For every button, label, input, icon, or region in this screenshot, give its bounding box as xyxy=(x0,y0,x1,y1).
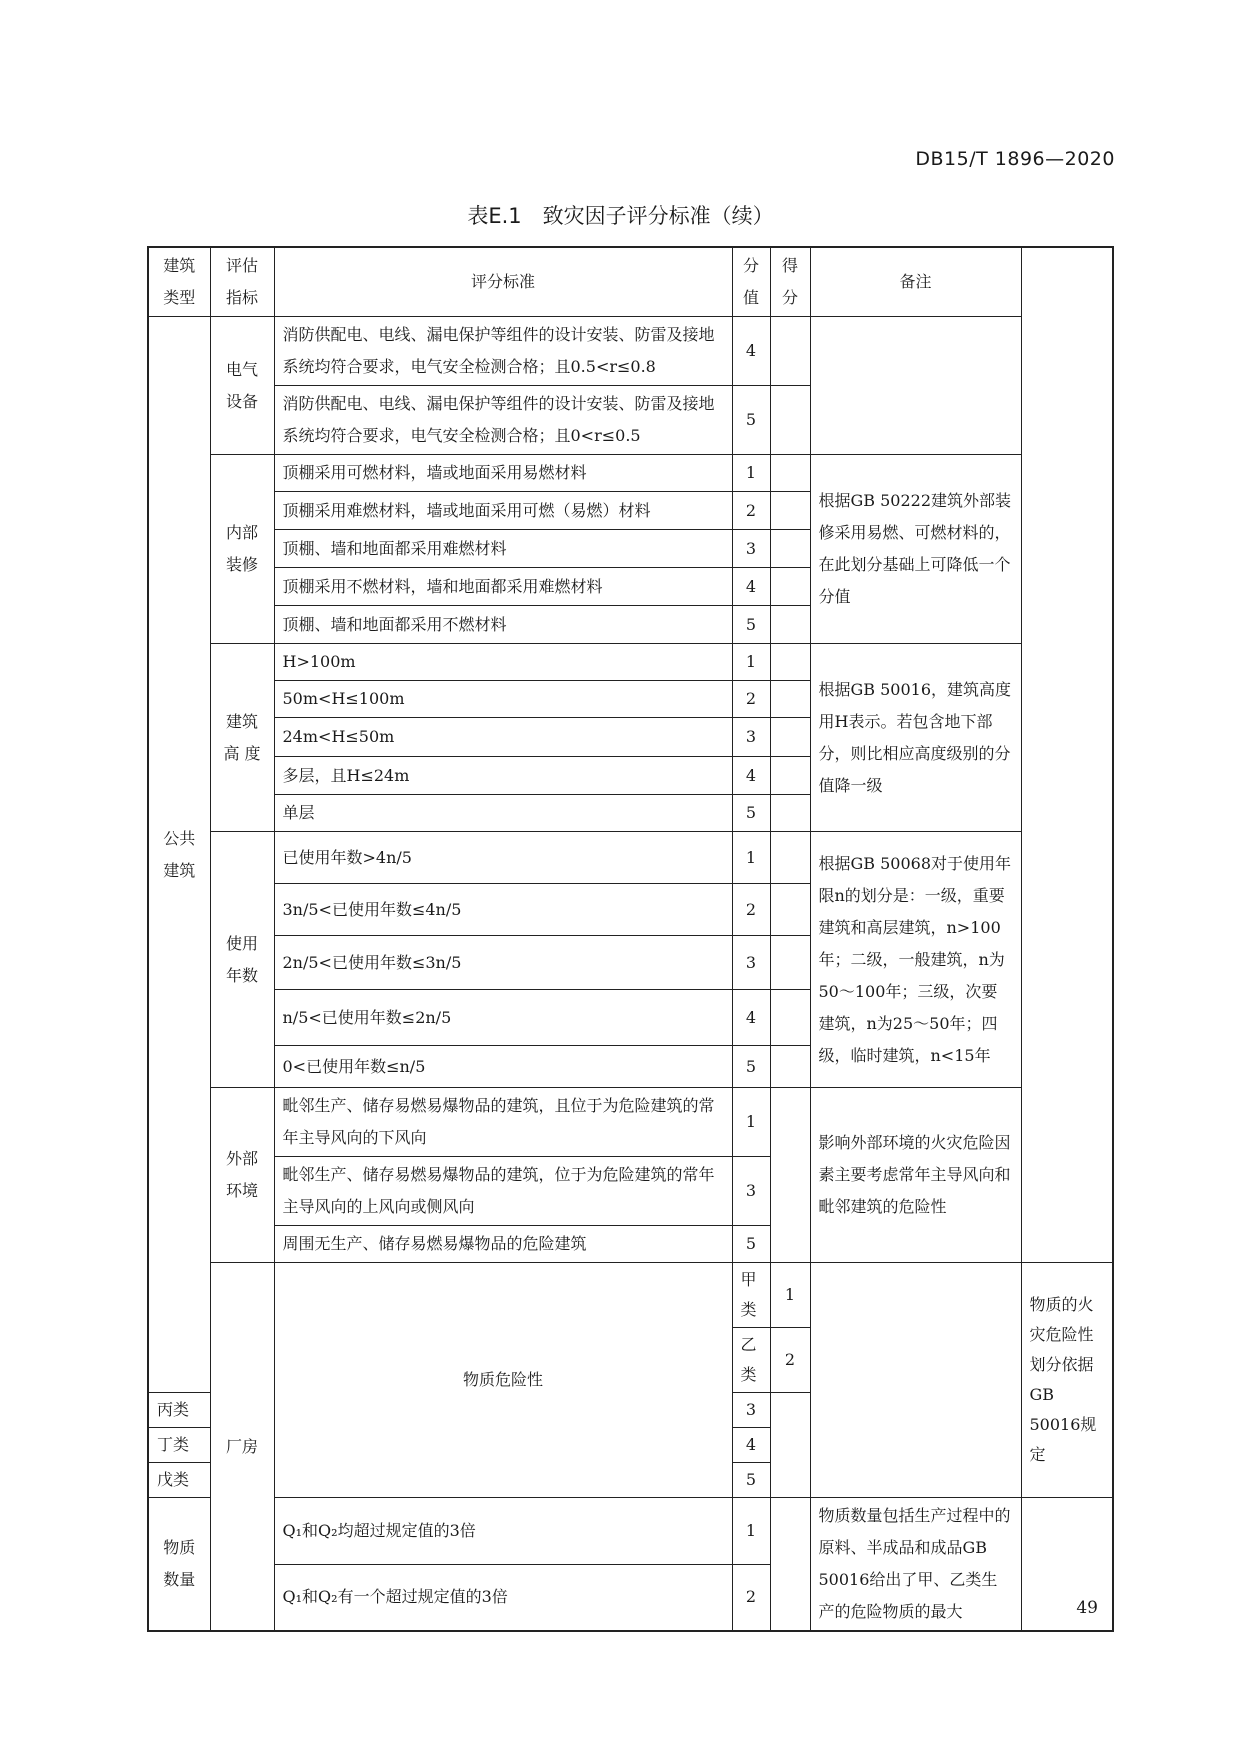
got-cell xyxy=(770,530,810,568)
table-cell: Q₁和Q₂均超过规定值的3倍 xyxy=(274,1498,732,1565)
table-cell: 顶棚采用难燃材料，墙或地面采用可燃（易燃）材料 xyxy=(274,492,732,530)
table-cell: 24m<H≤50m xyxy=(274,718,732,757)
table-cell: 多层，且H≤24m xyxy=(274,757,732,795)
table-cell: 丁类 xyxy=(148,1428,210,1463)
score-cell: 5 xyxy=(732,795,770,832)
header-score: 分值 xyxy=(732,247,770,317)
table-title: 表E.1 致灾因子评分标准（续） xyxy=(467,204,774,228)
score-cell: 1 xyxy=(732,832,770,884)
score-cell: 4 xyxy=(732,990,770,1046)
score-cell: 5 xyxy=(732,606,770,644)
score-cell: 2 xyxy=(732,884,770,936)
score-cell: 4 xyxy=(732,568,770,606)
type-factory: 厂房 xyxy=(210,1263,274,1632)
score-cell: 1 xyxy=(770,1263,810,1328)
score-cell: 5 xyxy=(732,1046,770,1088)
table-cell: 0<已使用年数≤n/5 xyxy=(274,1046,732,1088)
score-cell: 5 xyxy=(732,386,770,455)
got-cell xyxy=(770,455,810,492)
header-indicator: 评估指标 xyxy=(210,247,274,317)
table-cell: 3n/5<已使用年数≤4n/5 xyxy=(274,884,732,936)
table-cell: 单层 xyxy=(274,795,732,832)
got-cell xyxy=(770,1088,810,1263)
note-quantity: 物质数量包括生产过程中的原料、半成品和成品GB 50016给出了甲、乙类生产的危险物质的最大 xyxy=(810,1498,1021,1632)
score-cell: 1 xyxy=(732,644,770,681)
score-cell: 2 xyxy=(732,492,770,530)
header-building-type: 建筑类型 xyxy=(148,247,210,317)
got-cell xyxy=(770,606,810,644)
got-cell xyxy=(770,386,810,455)
score-cell: 5 xyxy=(732,1226,770,1263)
table-cell: 甲类 xyxy=(732,1263,770,1328)
header-standard: 评分标准 xyxy=(274,247,732,317)
score-cell: 5 xyxy=(732,1463,770,1498)
score-cell: 1 xyxy=(732,455,770,492)
header-note: 备注 xyxy=(810,247,1021,317)
score-cell: 2 xyxy=(770,1328,810,1393)
score-cell: 1 xyxy=(732,1498,770,1565)
got-cell xyxy=(810,1263,1021,1498)
got-cell xyxy=(770,757,810,795)
table-cell: 顶棚、墙和地面都采用难燃材料 xyxy=(274,530,732,568)
type-public: 公共建筑 xyxy=(148,317,210,1393)
got-cell xyxy=(770,317,810,386)
scoring-table xyxy=(147,246,1114,1632)
got-cell xyxy=(770,990,810,1046)
score-cell: 3 xyxy=(732,936,770,990)
table-cell: 50m<H≤100m xyxy=(274,681,732,718)
header-got: 得分 xyxy=(770,247,810,317)
score-cell: 3 xyxy=(732,1157,770,1226)
table-cell: 周围无生产、储存易燃易爆物品的危险建筑 xyxy=(274,1226,732,1263)
got-cell xyxy=(770,644,810,681)
got-cell xyxy=(770,1046,810,1088)
indicator-hazard: 物质危险性 xyxy=(274,1263,732,1498)
note-age: 根据GB 50068对于使用年限n的划分是：一级，重要建筑和高层建筑，n>100年；二级，一般建筑，n为50～100年；三级，次要建筑，n为25～50年；四级，临时建筑，n<15年 xyxy=(810,832,1021,1088)
got-cell xyxy=(770,718,810,757)
score-cell: 3 xyxy=(732,1393,770,1428)
table-cell: 顶棚采用不燃材料，墙和地面都采用难燃材料 xyxy=(274,568,732,606)
note-electrical xyxy=(810,317,1021,455)
score-cell: 2 xyxy=(732,681,770,718)
score-cell: 4 xyxy=(732,317,770,386)
indicator-height: 建筑高 度 xyxy=(210,644,274,832)
document-code: DB15/T 1896—2020 xyxy=(915,148,1115,170)
note-decoration: 根据GB 50222建筑外部装修采用易燃、可燃材料的，在此划分基础上可降低一个分值 xyxy=(810,455,1021,644)
table-cell: 消防供配电、电线、漏电保护等组件的设计安装、防雷及接地系统均符合要求，电气安全检测合格；且0.5<r≤0.8 xyxy=(274,317,732,386)
indicator-environment: 外部环境 xyxy=(210,1088,274,1263)
got-cell xyxy=(770,795,810,832)
score-cell: 2 xyxy=(732,1564,770,1631)
table-cell: 毗邻生产、储存易燃易爆物品的建筑，且位于为危险建筑的常年主导风向的下风向 xyxy=(274,1088,732,1157)
got-cell xyxy=(770,884,810,936)
score-cell: 3 xyxy=(732,718,770,757)
got-cell xyxy=(770,492,810,530)
note-height: 根据GB 50016，建筑高度用H表示。若包含地下部分，则比相应高度级别的分值降一级 xyxy=(810,644,1021,832)
table-cell: 顶棚采用可燃材料，墙或地面采用易燃材料 xyxy=(274,455,732,492)
table-cell: n/5<已使用年数≤2n/5 xyxy=(274,990,732,1046)
table-cell: 顶棚、墙和地面都采用不燃材料 xyxy=(274,606,732,644)
table-cell: Q₁和Q₂有一个超过规定值的3倍 xyxy=(274,1564,732,1631)
note-hazard: 物质的火灾危险性划分依据GB 50016规定 xyxy=(1021,1263,1113,1498)
note-environment: 影响外部环境的火灾危险因素主要考虑常年主导风向和毗邻建筑的危险性 xyxy=(810,1088,1021,1263)
table-cell: 戊类 xyxy=(148,1463,210,1498)
indicator-age: 使用年数 xyxy=(210,832,274,1088)
table-cell: 乙类 xyxy=(732,1328,770,1393)
got-cell xyxy=(770,936,810,990)
got-cell xyxy=(770,681,810,718)
table-cell: 毗邻生产、储存易燃易爆物品的建筑，位于为危险建筑的常年主导风向的上风向或侧风向 xyxy=(274,1157,732,1226)
table-cell: H>100m xyxy=(274,644,732,681)
page-number: 49 xyxy=(1076,1598,1098,1618)
score-cell: 1 xyxy=(732,1088,770,1157)
got-cell xyxy=(770,1498,810,1632)
score-cell: 3 xyxy=(732,530,770,568)
indicator-electrical: 电气设备 xyxy=(210,317,274,455)
indicator-quantity: 物质数量 xyxy=(148,1498,210,1632)
score-cell: 4 xyxy=(732,757,770,795)
indicator-decoration: 内部装修 xyxy=(210,455,274,644)
got-cell xyxy=(770,832,810,884)
got-cell xyxy=(770,568,810,606)
table-cell: 丙类 xyxy=(148,1393,210,1428)
table-cell: 消防供配电、电线、漏电保护等组件的设计安装、防雷及接地系统均符合要求，电气安全检测合格；且0<r≤0.5 xyxy=(274,386,732,455)
table-cell: 已使用年数>4n/5 xyxy=(274,832,732,884)
table-cell: 2n/5<已使用年数≤3n/5 xyxy=(274,936,732,990)
score-cell: 4 xyxy=(732,1428,770,1463)
